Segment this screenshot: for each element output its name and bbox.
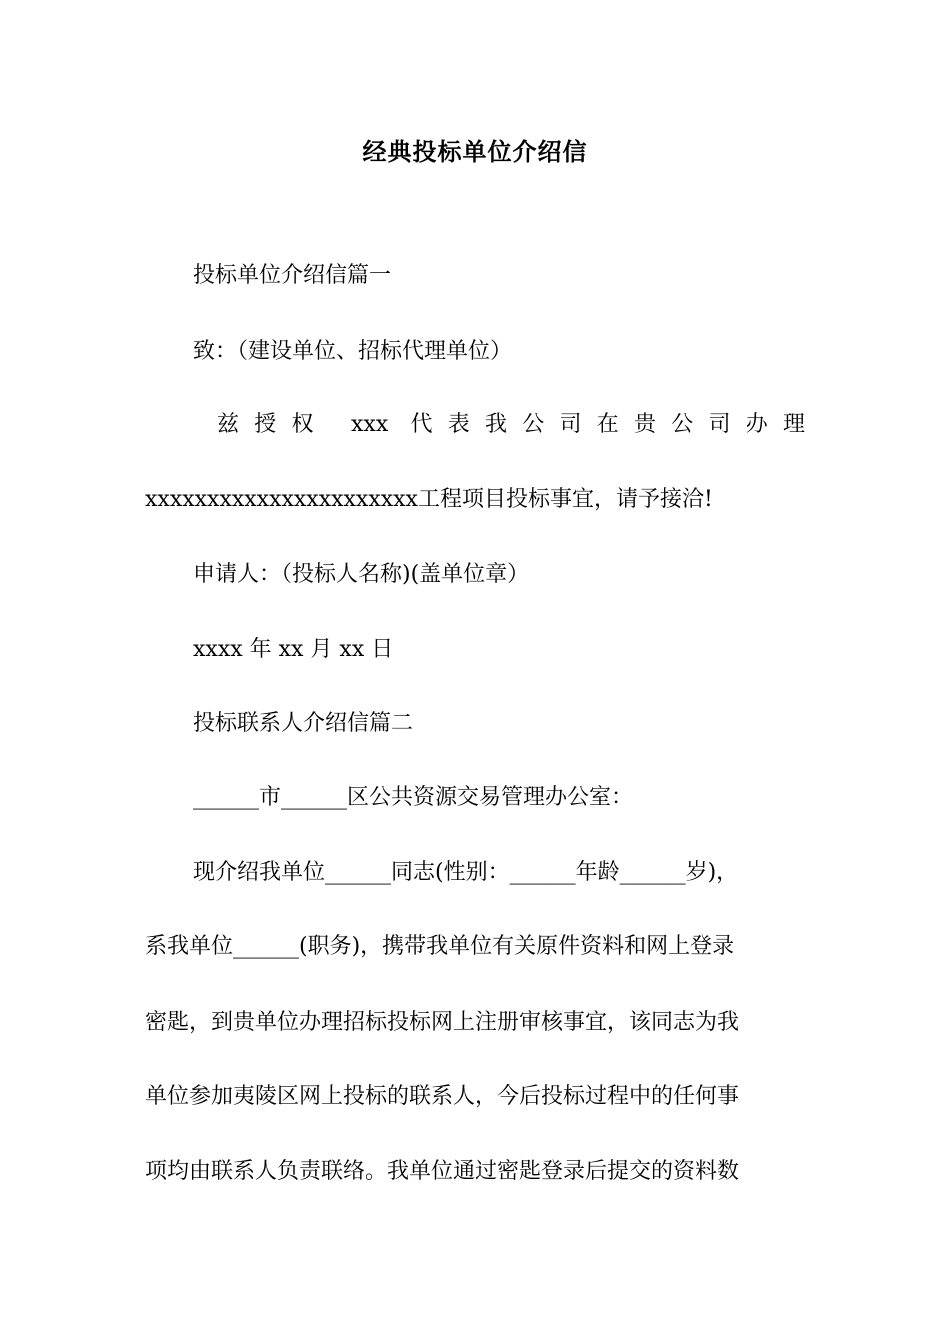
addressee-line: ______市______区公共资源交易管理办公室： [193,785,634,810]
date-line: xxxx 年 xx 月 xx 日 [193,637,394,662]
body-paragraph-line: 单位参加夷陵区网上投标的联系人，今后投标过程中的任何事 [145,1084,740,1109]
section-heading-one: 投标单位介绍信篇一 [193,263,392,288]
document-title: 经典投标单位介绍信 [362,137,588,166]
body-paragraph-line: 项均由联系人负责联络。我单位通过密匙登录后提交的资料数 [145,1159,740,1184]
body-paragraph-line: 系我单位______(职务)，携带我单位有关原件资料和网上登录 [145,934,735,959]
project-line: xxxxxxxxxxxxxxxxxxxxxx工程项目投标事宜，请予接洽! [145,487,713,512]
authorization-line: 兹授权 xxx 代表我公司在贵公司办理 [217,412,805,437]
recipient-line: 致：（建设单位、招标代理单位） [193,339,513,364]
body-paragraph-line: 密匙，到贵单位办理招标投标网上注册审核事宜，该同志为我 [145,1010,740,1035]
applicant-line: 申请人：（投标人名称)(盖单位章） [193,562,530,587]
body-paragraph-line: 现介绍我单位______同志(性别：______年龄______岁)， [193,860,739,885]
section-heading-two: 投标联系人介绍信篇二 [193,711,414,736]
